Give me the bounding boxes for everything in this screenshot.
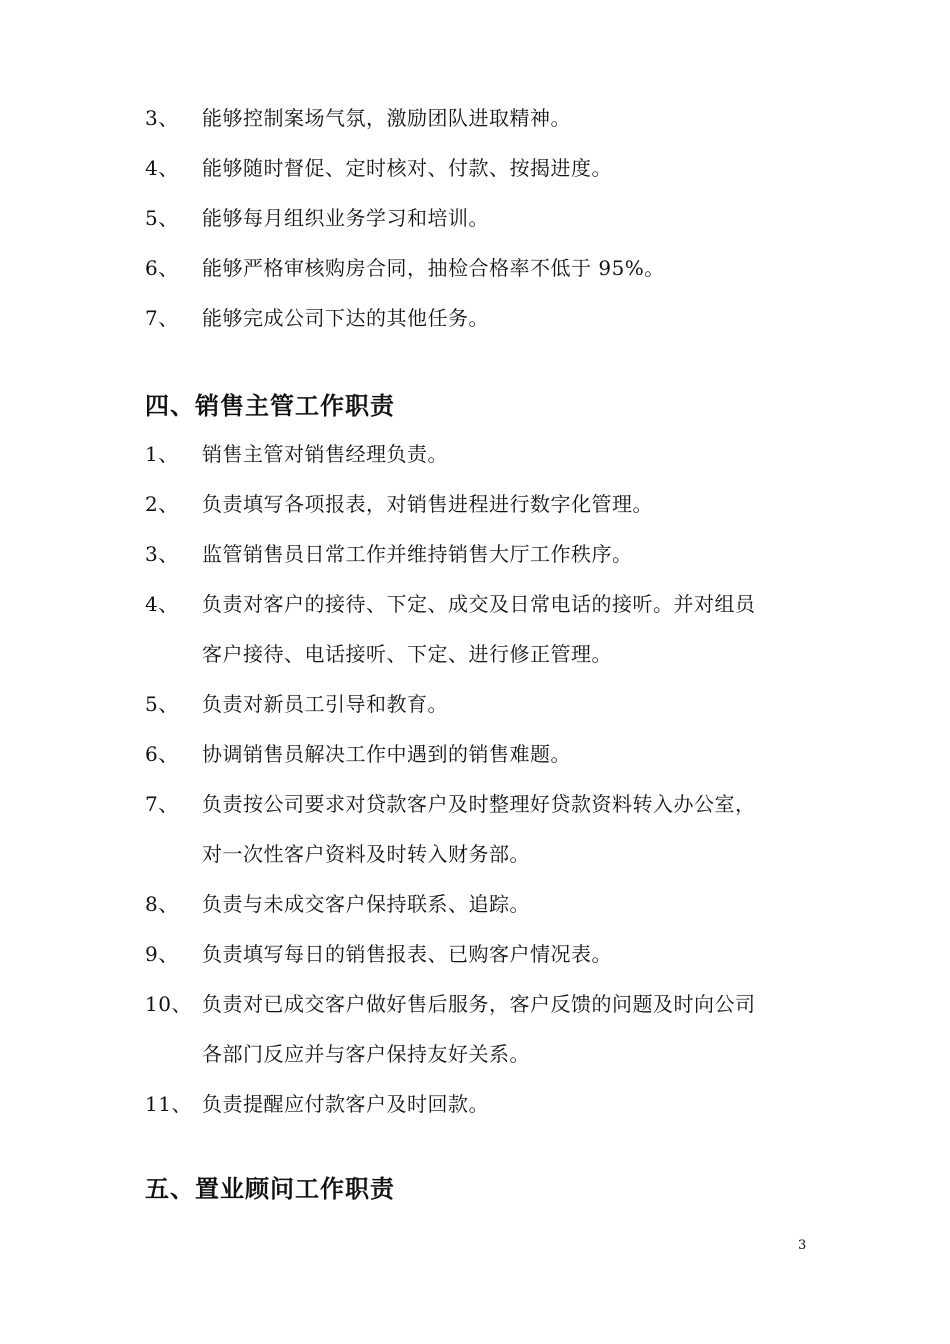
item-number: 11、 <box>145 1092 192 1116</box>
list-item <box>0 143 950 193</box>
list-item <box>0 293 950 343</box>
item-number: 9、 <box>145 942 179 966</box>
list-item <box>0 529 950 579</box>
list-item <box>0 979 950 1029</box>
item-text: 监管销售员日常工作并维持销售大厅工作秩序。 <box>202 542 633 566</box>
section4-heading: 四、销售主管工作职责 <box>145 392 395 420</box>
item-number: 10、 <box>145 992 192 1016</box>
list-item <box>0 779 950 829</box>
item-number: 6、 <box>145 256 179 280</box>
item-number: 5、 <box>145 692 179 716</box>
item-text: 能够每月组织业务学习和培训。 <box>202 206 489 230</box>
page-number: 3 <box>798 1238 807 1253</box>
list-item-continuation <box>0 829 950 879</box>
item-text: 负责与未成交客户保持联系、追踪。 <box>202 892 530 916</box>
item-text: 能够控制案场气氛，激励团队进取精神。 <box>202 106 571 130</box>
item-text: 能够严格审核购房合同，抽检合格率不低于 95%。 <box>202 256 665 280</box>
item-number: 2、 <box>145 492 179 516</box>
item-number: 4、 <box>145 592 179 616</box>
item-number: 1、 <box>145 442 179 466</box>
list-item <box>0 679 950 729</box>
section4-list <box>0 429 950 1129</box>
list-item <box>0 929 950 979</box>
item-text: 负责填写各项报表，对销售进程进行数字化管理。 <box>202 492 653 516</box>
item-text-continued: 客户接待、电话接听、下定、进行修正管理。 <box>202 642 612 666</box>
item-text: 能够完成公司下达的其他任务。 <box>202 306 489 330</box>
item-text: 销售主管对销售经理负责。 <box>202 442 448 466</box>
list-item <box>0 243 950 293</box>
list-item <box>0 879 950 929</box>
item-text: 协调销售员解决工作中遇到的销售难题。 <box>202 742 571 766</box>
item-number: 7、 <box>145 792 179 816</box>
item-number: 3、 <box>145 106 179 130</box>
item-number: 7、 <box>145 306 179 330</box>
item-number: 4、 <box>145 156 179 180</box>
item-number: 5、 <box>145 206 179 230</box>
item-text: 负责提醒应付款客户及时回款。 <box>202 1092 489 1116</box>
item-text-continued: 各部门反应并与客户保持友好关系。 <box>202 1042 530 1066</box>
item-number: 6、 <box>145 742 179 766</box>
item-text: 负责对新员工引导和教育。 <box>202 692 448 716</box>
section5-heading: 五、置业顾问工作职责 <box>145 1175 395 1203</box>
list-item <box>0 729 950 779</box>
list-item <box>0 429 950 479</box>
list-item <box>0 1079 950 1129</box>
list-item <box>0 193 950 243</box>
list-item-continuation <box>0 1029 950 1079</box>
item-text-continued: 对一次性客户资料及时转入财务部。 <box>202 842 530 866</box>
section3-list <box>0 93 950 343</box>
item-number: 3、 <box>145 542 179 566</box>
item-text: 负责对已成交客户做好售后服务，客户反馈的问题及时向公司 <box>202 992 756 1016</box>
list-item <box>0 479 950 529</box>
item-number: 8、 <box>145 892 179 916</box>
item-text: 能够随时督促、定时核对、付款、按揭进度。 <box>202 156 612 180</box>
list-item <box>0 93 950 143</box>
list-item-continuation <box>0 629 950 679</box>
item-text: 负责对客户的接待、下定、成交及日常电话的接听。并对组员 <box>202 592 756 616</box>
item-text: 负责按公司要求对贷款客户及时整理好贷款资料转入办公室， <box>202 792 756 816</box>
list-item <box>0 579 950 629</box>
item-text: 负责填写每日的销售报表、已购客户情况表。 <box>202 942 612 966</box>
